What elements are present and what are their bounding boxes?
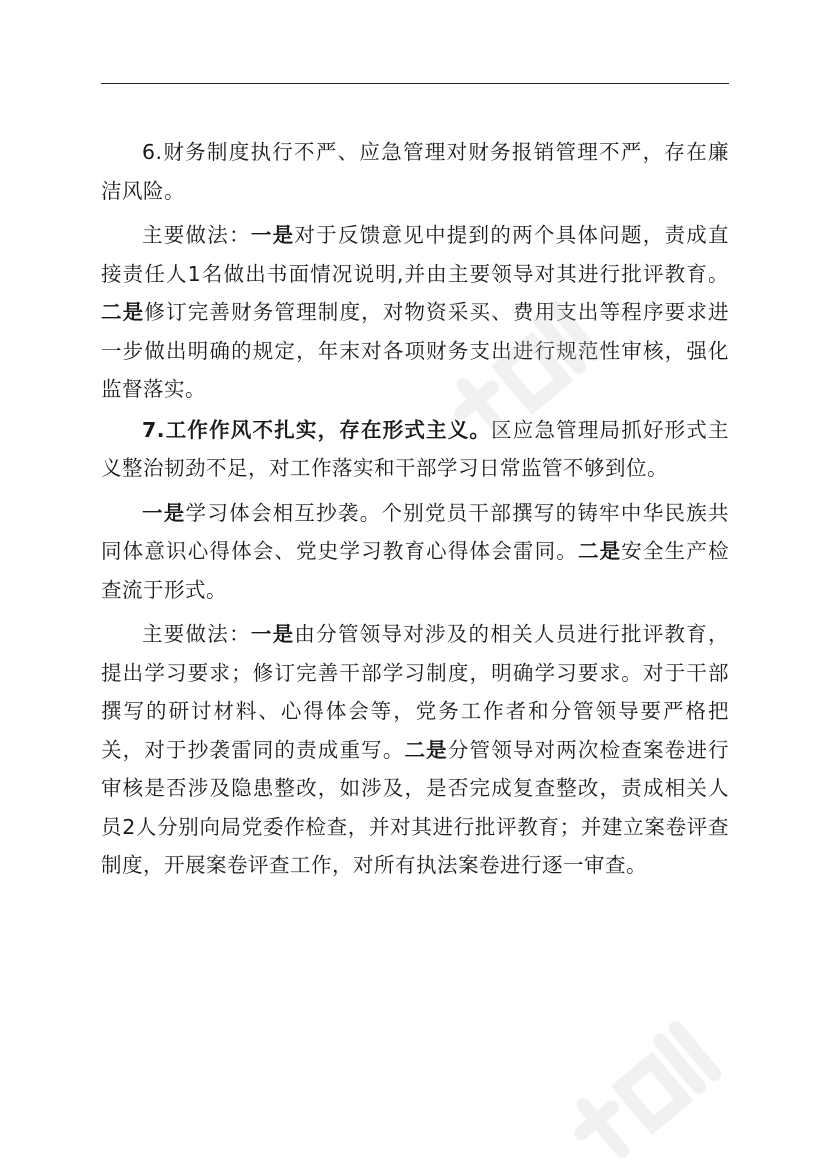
watermark-shape-lower <box>568 1028 714 1164</box>
paragraph-6-method: 主要做法：一是对于反馈意见中提到的两个具体问题，责成直接责任人1名做出书面情况说明,并由主要领导对其进行批评教育。二是修订完善财务管理制度，对物资采买、费用支出等程序要求进一步做出明确的规定，年末对各项财务支出进行规范性审核，强化监督落实。 <box>101 223 730 401</box>
paragraph-7-issues: 一是学习体会相互抄袭。个别党员干部撰写的铸牢中华民族共同体意识心得体会、党史学习教育心得体会雷同。二是安全生产检查流于形式。 <box>101 500 730 602</box>
paragraph-7-title: 7.工作作风不扎实，存在形式主义。区应急管理局抓好形式主义整治韧劲不足，对工作落实和干部学习日常监管不够到位。 <box>101 417 729 480</box>
document-body <box>101 133 729 887</box>
paragraph-7-method: 主要做法：一是由分管领导对涉及的相关人员进行批评教育，提出学习要求；修订完善干部学习制度，明确学习要求。对于干部撰写的研讨材料、心得体会等，党务工作者和分管领导要严格把关，对于抄袭雷同的责成重写。二是分管领导对两次检查案卷进行审核是否涉及隐患整改，如涉及，是否完成复查整改，责成相关人员2人分别向局党委作检查，并对其进行批评教育；并建立案卷评查制度，开展案卷评查工作，对所有执法案卷进行逐一审查。 <box>101 622 730 877</box>
paragraph-6-title: 6.财务制度执行不严、应急管理对财务报销管理不严，存在廉洁风险。 <box>101 140 729 203</box>
header-rule <box>101 83 729 84</box>
